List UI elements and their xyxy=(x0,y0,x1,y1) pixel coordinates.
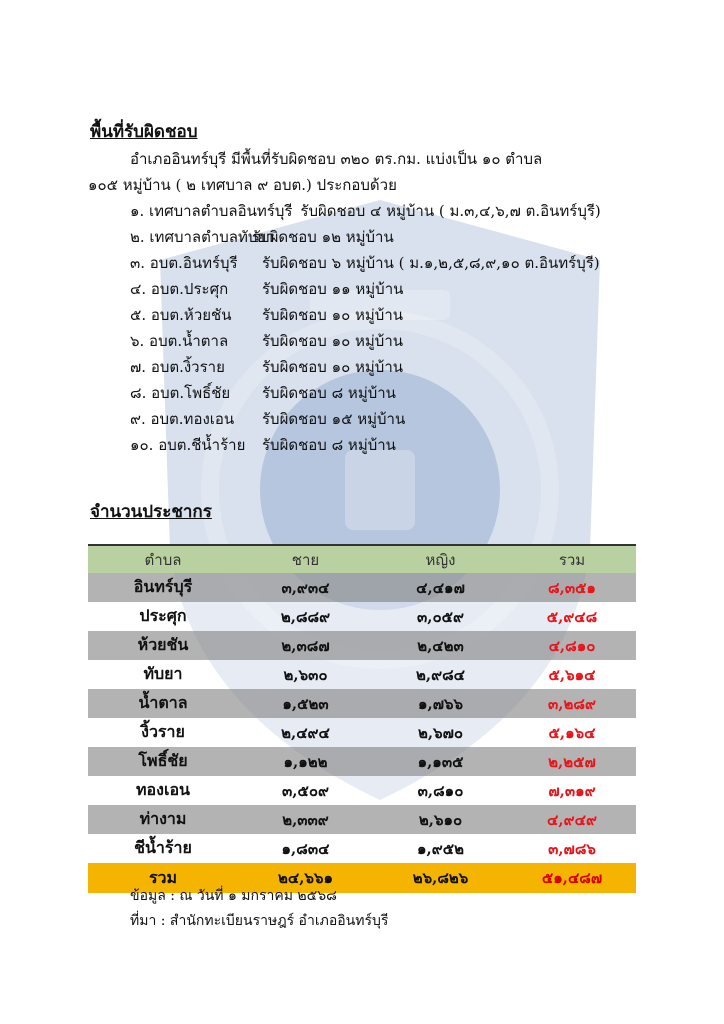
cell-male: ๓,๙๓๔ xyxy=(238,573,373,602)
zone-responsibility: รับผิดชอบ ๑๑ หมู่บ้าน xyxy=(262,280,404,298)
cell-tambon: ห้วยชัน xyxy=(88,631,238,660)
cell-total: ๕,๙๔๘ xyxy=(508,602,636,631)
cell-male: ๒,๘๘๙ xyxy=(238,602,373,631)
zone-name: ๑. เทศบาลตำบลอินทร์บุรี xyxy=(130,202,293,220)
zone-name: ๙. อบต.ทองเอน xyxy=(130,410,235,428)
zone-responsibility: รับผิดชอบ ๔ หมู่บ้าน ( ม.๓,๔,๖,๗ ต.อินทร์บุรี) xyxy=(300,202,601,220)
zone-item xyxy=(130,329,601,355)
cell-female: ๓,๐๕๙ xyxy=(373,602,508,631)
cell-tambon: น้ำตาล xyxy=(88,689,238,718)
cell-tambon: ท่างาม xyxy=(88,805,238,834)
zone-name: ๑๐. อบต.ชีน้ำร้าย xyxy=(130,436,246,454)
zone-item xyxy=(130,407,601,433)
zone-responsibility: รับผิดชอบ ๑๐ หมู่บ้าน xyxy=(262,306,404,324)
cell-male: ๑,๑๒๒ xyxy=(238,747,373,776)
cell-total: ๔,๙๔๙ xyxy=(508,805,636,834)
population-heading: จำนวนประชากร xyxy=(90,502,212,522)
cell-total: ๗,๓๑๙ xyxy=(508,776,636,805)
zone-item xyxy=(130,199,601,225)
population-table xyxy=(88,544,636,893)
cell-female: ๑,๗๖๖ xyxy=(373,689,508,718)
area-heading: พื้นที่รับผิดชอบ xyxy=(90,122,198,142)
zone-item xyxy=(130,303,601,329)
cell-male: ๒,๓๘๗ xyxy=(238,631,373,660)
table-row xyxy=(88,776,636,805)
zone-item xyxy=(130,251,601,277)
cell-total: ๕,๑๖๔ xyxy=(508,718,636,747)
table-row xyxy=(88,573,636,602)
cell-sum-female: ๒๖,๘๒๖ xyxy=(373,863,508,893)
cell-total: ๕,๖๑๔ xyxy=(508,660,636,689)
cell-total: ๘,๓๕๑ xyxy=(508,573,636,602)
zone-responsibility: รับผิดชอบ ๘ หมู่บ้าน xyxy=(262,436,396,454)
zone-item xyxy=(130,381,601,407)
header-male: ชาย xyxy=(238,545,373,573)
table-row xyxy=(88,747,636,776)
cell-male: ๑,๕๒๓ xyxy=(238,689,373,718)
zone-item xyxy=(130,277,601,303)
cell-male: ๒,๔๙๔ xyxy=(238,718,373,747)
cell-sum-total: ๕๑,๔๘๗ xyxy=(508,863,636,893)
zone-list xyxy=(130,199,601,459)
zone-responsibility: รับผิดชอบ ๘ หมู่บ้าน xyxy=(262,384,396,402)
cell-tambon: ทับยา xyxy=(88,660,238,689)
cell-male: ๒,๓๓๙ xyxy=(238,805,373,834)
data-date-note: ข้อมูล : ณ วันที่ ๑ มกราคม ๒๕๖๘ xyxy=(130,888,337,904)
table-row xyxy=(88,805,636,834)
zone-responsibility: รับผิดชอบ ๑๒ หมู่บ้าน xyxy=(252,228,394,246)
zone-responsibility: รับผิดชอบ ๑๕ หมู่บ้าน xyxy=(262,410,406,428)
cell-female: ๒,๔๒๓ xyxy=(373,631,508,660)
cell-tambon: ทองเอน xyxy=(88,776,238,805)
cell-total: ๓,๒๘๙ xyxy=(508,689,636,718)
table-header-row xyxy=(88,545,636,573)
header-tambon: ตำบล xyxy=(88,545,238,573)
zone-name: ๒. เทศบาลตำบลทับยา xyxy=(130,228,275,246)
cell-total: ๔,๘๑๐ xyxy=(508,631,636,660)
cell-male: ๓,๕๐๙ xyxy=(238,776,373,805)
cell-sum-male: ๒๔,๖๖๑ xyxy=(238,863,373,893)
table-row xyxy=(88,660,636,689)
cell-male: ๑,๘๓๔ xyxy=(238,834,373,863)
zone-item xyxy=(130,355,601,381)
cell-female: ๒,๖๗๐ xyxy=(373,718,508,747)
cell-sum-label: รวม xyxy=(88,863,238,893)
cell-total: ๒,๒๕๗ xyxy=(508,747,636,776)
zone-responsibility: รับผิดชอบ ๑๐ หมู่บ้าน xyxy=(262,332,404,350)
header-total: รวม xyxy=(508,545,636,573)
area-paragraph-line2: ๑๐๕ หมู่บ้าน ( ๒ เทศบาล ๙ อบต.) ประกอบด้วย xyxy=(88,176,397,194)
table-row xyxy=(88,834,636,863)
zone-item xyxy=(130,433,601,459)
cell-female: ๓,๘๑๐ xyxy=(373,776,508,805)
zone-responsibility: รับผิดชอบ ๖ หมู่บ้าน ( ม.๑,๒,๕,๘,๙,๑๐ ต.อินทร์บุรี) xyxy=(262,254,600,272)
cell-female: ๔,๔๑๗ xyxy=(373,573,508,602)
source-note: ที่มา : สำนักทะเบียนราษฎร์ อำเภออินทร์บุรี xyxy=(130,913,389,929)
zone-name: ๔. อบต.ประศุก xyxy=(130,280,229,298)
cell-total: ๓,๗๘๖ xyxy=(508,834,636,863)
zone-name: ๘. อบต.โพธิ์ชัย xyxy=(130,384,231,402)
cell-tambon: งิ้วราย xyxy=(88,718,238,747)
zone-item xyxy=(130,225,601,251)
table-row xyxy=(88,718,636,747)
cell-female: ๒,๙๘๔ xyxy=(373,660,508,689)
area-paragraph-line1: อำเภออินทร์บุรี มีพื้นที่รับผิดชอบ ๓๒๐ ตร.กม. แบ่งเป็น ๑๐ ตำบล xyxy=(130,150,543,168)
zone-name: ๖. อบต.น้ำตาล xyxy=(130,332,229,350)
cell-female: ๑,๑๓๕ xyxy=(373,747,508,776)
header-female: หญิง xyxy=(373,545,508,573)
zone-name: ๓. อบต.อินทร์บุรี xyxy=(130,254,238,272)
cell-tambon: ประศุก xyxy=(88,602,238,631)
cell-female: ๒,๖๑๐ xyxy=(373,805,508,834)
table-row xyxy=(88,602,636,631)
cell-female: ๑,๙๕๒ xyxy=(373,834,508,863)
table-row xyxy=(88,689,636,718)
cell-tambon: โพธิ์ชัย xyxy=(88,747,238,776)
zone-name: ๕. อบต.ห้วยชัน xyxy=(130,306,232,324)
cell-tambon: อินทร์บุรี xyxy=(88,573,238,602)
zone-name: ๗. อบต.งิ้วราย xyxy=(130,358,225,376)
cell-tambon: ชีน้ำร้าย xyxy=(88,834,238,863)
cell-male: ๒,๖๓๐ xyxy=(238,660,373,689)
zone-responsibility: รับผิดชอบ ๑๐ หมู่บ้าน xyxy=(262,358,404,376)
table-row xyxy=(88,631,636,660)
